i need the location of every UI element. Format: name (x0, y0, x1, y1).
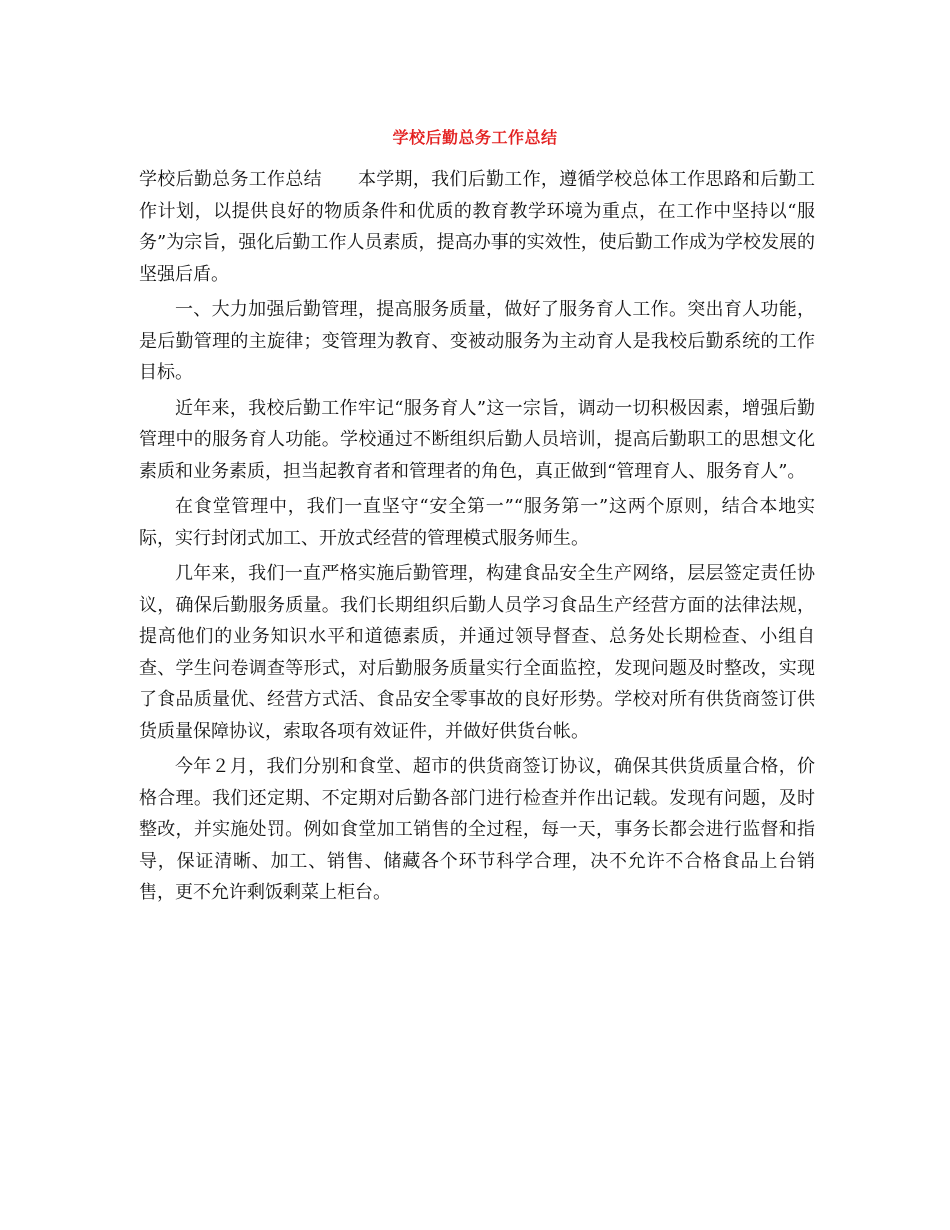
paragraph-1 (139, 164, 815, 290)
paragraph-2: 一、大力加强后勤管理，提高服务质量，做好了服务育人工作。突出育人功能，是后勤管理的主旋律；变管理为教育、变被动服务为主动育人是我校后勤系统的工作目标。 (139, 299, 815, 383)
document-title: 学校后勤总务工作总结 (392, 128, 558, 147)
paragraph-5: 几年来，我们一直严格实施后勤管理，构建食品安全生产网络，层层签定责任协议，确保后勤服务质量。我们长期组织后勤人员学习食品生产经营方面的法律法规，提高他们的业务知识水平和道德素质，并通过领导督查、总务处长期检查、小组自查、学生问卷调查等形式，对后勤服务质量实行全面监控，发现问题及时整改，实现了食品质量优、经营方式活、食品安全零事故的良好形势。学校对所有供货商签订供货质量保障协议，索取各项有效证件，并做好供货台帐。 (139, 563, 815, 742)
lead-in-title: 学校后勤总务工作总结 (139, 169, 322, 190)
paragraph-1-text: 本学期，我们后勤工作，遵循学校总体工作思路和后勤工作计划，以提供良好的物质条件和优质的教育教学环境为重点，在工作中坚持以“服务”为宗旨，强化后勤工作人员素质，提高办事的实效性，使后勤工作成为学校发展的坚强后盾。 (139, 169, 816, 285)
paragraph-4: 在食堂管理中，我们一直坚守“安全第一”“服务第一”这两个原则，结合本地实际，实行封闭式加工、开放式经营的管理模式服务师生。 (139, 496, 815, 549)
paragraph-6: 今年２月，我们分别和食堂、超市的供货商签订协议，确保其供货质量合格，价格合理。我们还定期、不定期对后勤各部门进行检查并作出记载。发现有问题，及时整改，并实施处罚。例如食堂加工销售的全过程，每一天，事务长都会进行监督和指导，保证清晰、加工、销售、储藏各个环节科学合理，决不允许不合格食品上台销售，更不允许剩饭剩菜上柜台。 (139, 756, 815, 903)
paragraph-3: 近年来，我校后勤工作牢记“服务育人”这一宗旨，调动一切积极因素，增强后勤管理中的服务育人功能。学校通过不断组织后勤人员培训，提高后勤职工的思想文化素质和业务素质，担当起教育者和管理者的角色，真正做到“管理育人、服务育人”。 (139, 397, 815, 482)
document-body (139, 164, 815, 913)
